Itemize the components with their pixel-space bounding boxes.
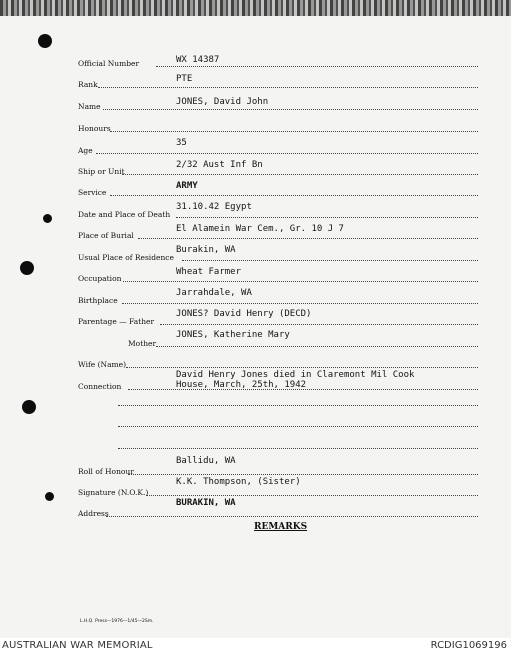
footer-record-id: RCDIG1069196 [430, 640, 507, 651]
value-usual-residence: Burakin, WA [176, 245, 236, 255]
row-age [78, 143, 478, 155]
label-birthplace: Birthplace [78, 296, 118, 305]
value-connection-line2: House, March, 25th, 1942 [176, 380, 307, 390]
value-age: 35 [176, 138, 187, 148]
binder-hole-small [43, 214, 52, 223]
label-usual-residence: Usual Place of Residence [78, 253, 174, 262]
label-date-place-death: Date and Place of Death [78, 210, 171, 219]
value-connection-line1: David Henry Jones died in Claremont Mil Cook [176, 370, 415, 380]
label-address: Address [78, 509, 109, 518]
label-honours: Honours [78, 124, 111, 133]
row-date-place-death [78, 207, 478, 219]
scan-top-edge [0, 0, 511, 16]
row-ship-or-unit [78, 164, 478, 176]
label-service: Service [78, 188, 107, 197]
row-rank [78, 77, 478, 89]
row-roll-of-honour [78, 464, 478, 476]
value-parentage-father: JONES? David Henry (DECD) [176, 309, 312, 319]
row-usual-residence [78, 250, 478, 262]
remarks-heading: REMARKS [254, 522, 308, 532]
label-name: Name [78, 102, 101, 111]
value-address: BURAKIN, WA [176, 498, 236, 508]
label-wife: Wife (Name) [78, 360, 127, 369]
value-official-number: WX 14387 [176, 55, 220, 65]
label-rank: Rank [78, 80, 98, 89]
row-name [78, 99, 478, 111]
row-service [78, 185, 478, 197]
label-mother: Mother [128, 339, 157, 348]
value-ship-or-unit: 2/32 Aust Inf Bn [176, 160, 263, 170]
value-signature-nok: K.K. Thompson, (Sister) [176, 477, 301, 487]
value-mother: JONES, Katherine Mary [176, 330, 290, 340]
value-rank: PTE [176, 74, 193, 84]
form-code: L.H.Q. Press—1976—1/45—2Sm. [80, 619, 154, 624]
label-ship-or-unit: Ship or Unit [78, 167, 125, 176]
connection-extra-line [118, 426, 478, 427]
value-place-of-burial: El Alamein War Cem., Gr. 10 J 7 [176, 224, 344, 234]
row-occupation [78, 271, 478, 283]
label-occupation: Occupation [78, 274, 122, 283]
row-address [78, 506, 478, 518]
label-official-number: Official Number [78, 59, 140, 68]
footer-source: AUSTRALIAN WAR MEMORIAL [2, 640, 153, 651]
row-birthplace [78, 293, 478, 305]
archive-footer [0, 638, 511, 654]
binder-hole-top [38, 34, 52, 48]
row-official-number [78, 56, 478, 68]
binder-hole-lower [22, 400, 36, 414]
label-parentage-father: Parentage — Father [78, 317, 155, 326]
connection-extra-line [118, 448, 478, 449]
label-connection: Connection [78, 382, 122, 391]
binder-hole-bottom [45, 492, 54, 501]
label-signature-nok: Signature (N.O.K.) [78, 488, 149, 497]
binder-hole-mid [20, 261, 34, 275]
value-roll-of-honour: Ballidu, WA [176, 456, 236, 466]
value-date-place-death: 31.10.42 Egypt [176, 202, 252, 212]
row-wife [78, 357, 478, 369]
value-name: JONES, David John [176, 97, 269, 107]
label-age: Age [78, 146, 93, 155]
row-honours [78, 121, 478, 133]
value-service: ARMY [176, 181, 198, 191]
label-roll-of-honour: Roll of Honour [78, 467, 134, 476]
value-birthplace: Jarrahdale, WA [176, 288, 252, 298]
label-place-of-burial: Place of Burial [78, 231, 134, 240]
value-occupation: Wheat Farmer [176, 267, 242, 277]
connection-extra-line [118, 405, 478, 406]
